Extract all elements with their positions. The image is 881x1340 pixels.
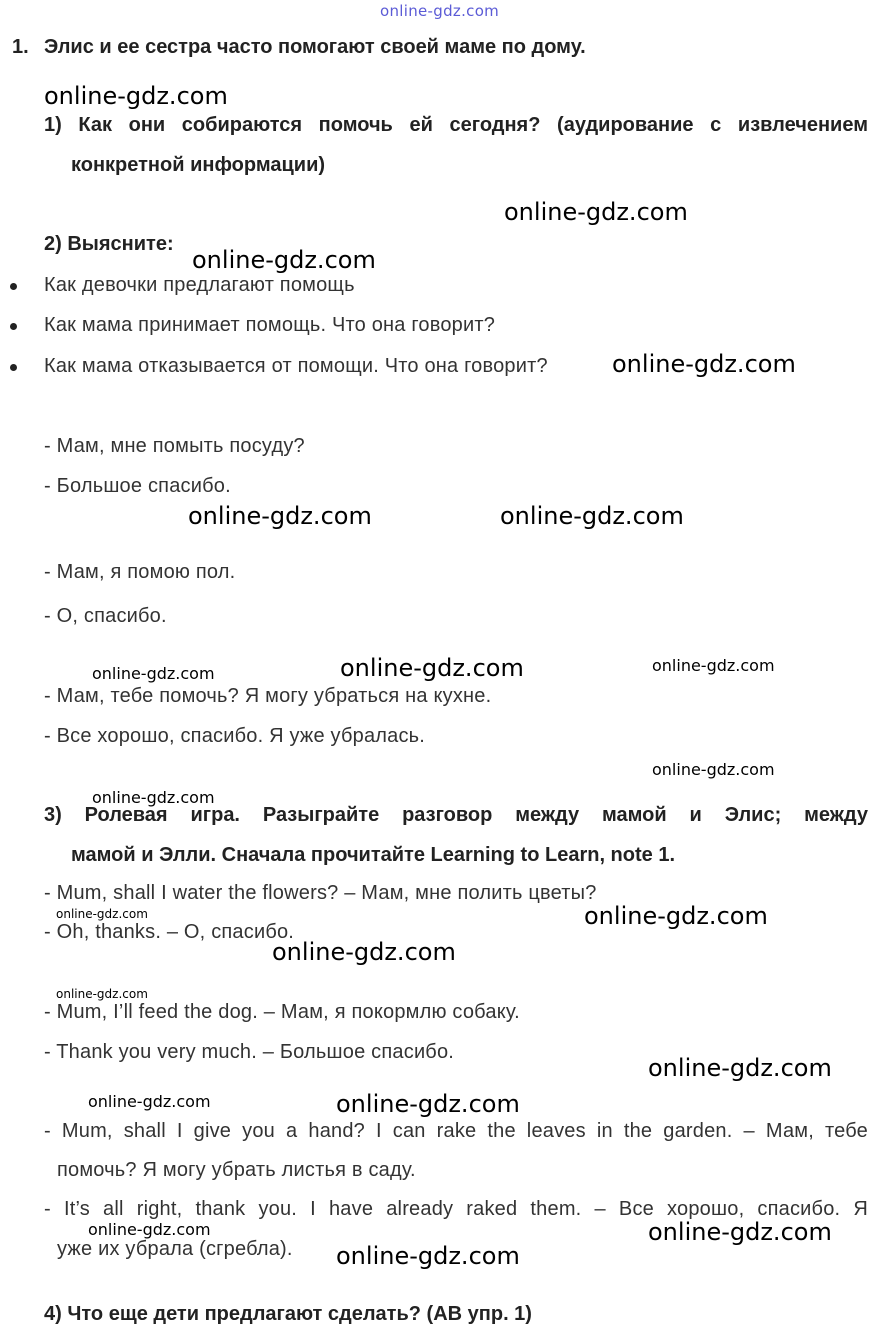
watermark: online-gdz.com: [504, 198, 688, 226]
watermark: online-gdz.com: [648, 1054, 832, 1082]
dialog-en-line: - It’s all right, thank you. I have already raked them. – Все хорошо, спасибо. Я: [44, 1198, 868, 1220]
dialog-en-line: - Mum, I’ll feed the dog. – Мам, я покормлю собаку.: [44, 1001, 520, 1023]
dialog-ru-line: - Мам, тебе помочь? Я могу убраться на кухне.: [44, 685, 492, 707]
dialog-en-line: уже их убрала (сгребла).: [57, 1238, 293, 1260]
bullet-dot: [10, 283, 17, 290]
bullet-dot: [10, 323, 17, 330]
q1-line2: конкретной информации): [71, 154, 326, 176]
watermark: online-gdz.com: [56, 987, 148, 1001]
watermark: online-gdz.com: [652, 656, 775, 675]
watermark: online-gdz.com: [500, 502, 684, 530]
watermark: online-gdz.com: [44, 82, 228, 110]
watermark-top: online-gdz.com: [380, 2, 500, 20]
watermark: online-gdz.com: [92, 788, 215, 807]
task-title: Элис и ее сестра часто помогают своей маме по дому.: [44, 36, 586, 58]
q1-line1: 1) Как они собираются помочь ей сегодня? (аудирование с извлечением: [44, 114, 868, 136]
dialog-ru-line: - Все хорошо, спасибо. Я уже убралась.: [44, 725, 426, 747]
q4-title: 4) Что еще дети предлагают сделать? (AB упр. 1): [44, 1303, 532, 1325]
watermark: online-gdz.com: [612, 350, 796, 378]
dialog-en-line: - Mum, shall I give you a hand? I can rake the leaves in the garden. – Мам, тебе: [44, 1120, 868, 1142]
watermark: online-gdz.com: [584, 902, 768, 930]
q2-title: 2) Выясните:: [44, 233, 174, 255]
watermark: online-gdz.com: [92, 664, 215, 683]
watermark: online-gdz.com: [336, 1090, 520, 1118]
q2-bullet-item: Как мама отказывается от помощи. Что она говорит?: [44, 355, 548, 377]
watermark: online-gdz.com: [56, 907, 148, 921]
watermark: online-gdz.com: [88, 1092, 211, 1111]
dialog-en-line: - Mum, shall I water the flowers? – Мам, мне полить цветы?: [44, 882, 597, 904]
watermark: online-gdz.com: [188, 502, 372, 530]
watermark: online-gdz.com: [648, 1218, 832, 1246]
dialog-ru-line: - Большое спасибо.: [44, 475, 231, 497]
watermark: online-gdz.com: [192, 246, 376, 274]
q3-line1: 3) Ролевая игра. Разыграйте разговор между мамой и Элис; между: [44, 804, 868, 826]
dialog-ru-line: - Мам, мне помыть посуду?: [44, 435, 305, 457]
bullet-dot: [10, 364, 17, 371]
q2-bullet-item: Как девочки предлагают помощь: [44, 274, 355, 296]
dialog-en-line: - Oh, thanks. – О, спасибо.: [44, 921, 295, 943]
watermark: online-gdz.com: [88, 1220, 211, 1239]
dialog-ru-line: - Мам, я помою пол.: [44, 561, 236, 583]
dialog-en-line: - Thank you very much. – Большое спасибо.: [44, 1041, 455, 1063]
q2-bullet-item: Как мама принимает помощь. Что она говорит?: [44, 314, 496, 336]
task-number: 1.: [12, 36, 29, 58]
watermark: online-gdz.com: [272, 938, 456, 966]
watermark: online-gdz.com: [652, 760, 775, 779]
q3-line2: мамой и Элли. Сначала прочитайте Learning to Learn, note 1.: [71, 844, 676, 866]
dialog-ru-line: - О, спасибо.: [44, 605, 167, 627]
watermark: online-gdz.com: [340, 654, 524, 682]
watermark: online-gdz.com: [336, 1242, 520, 1270]
dialog-en-line: помочь? Я могу убрать листья в саду.: [57, 1159, 416, 1181]
